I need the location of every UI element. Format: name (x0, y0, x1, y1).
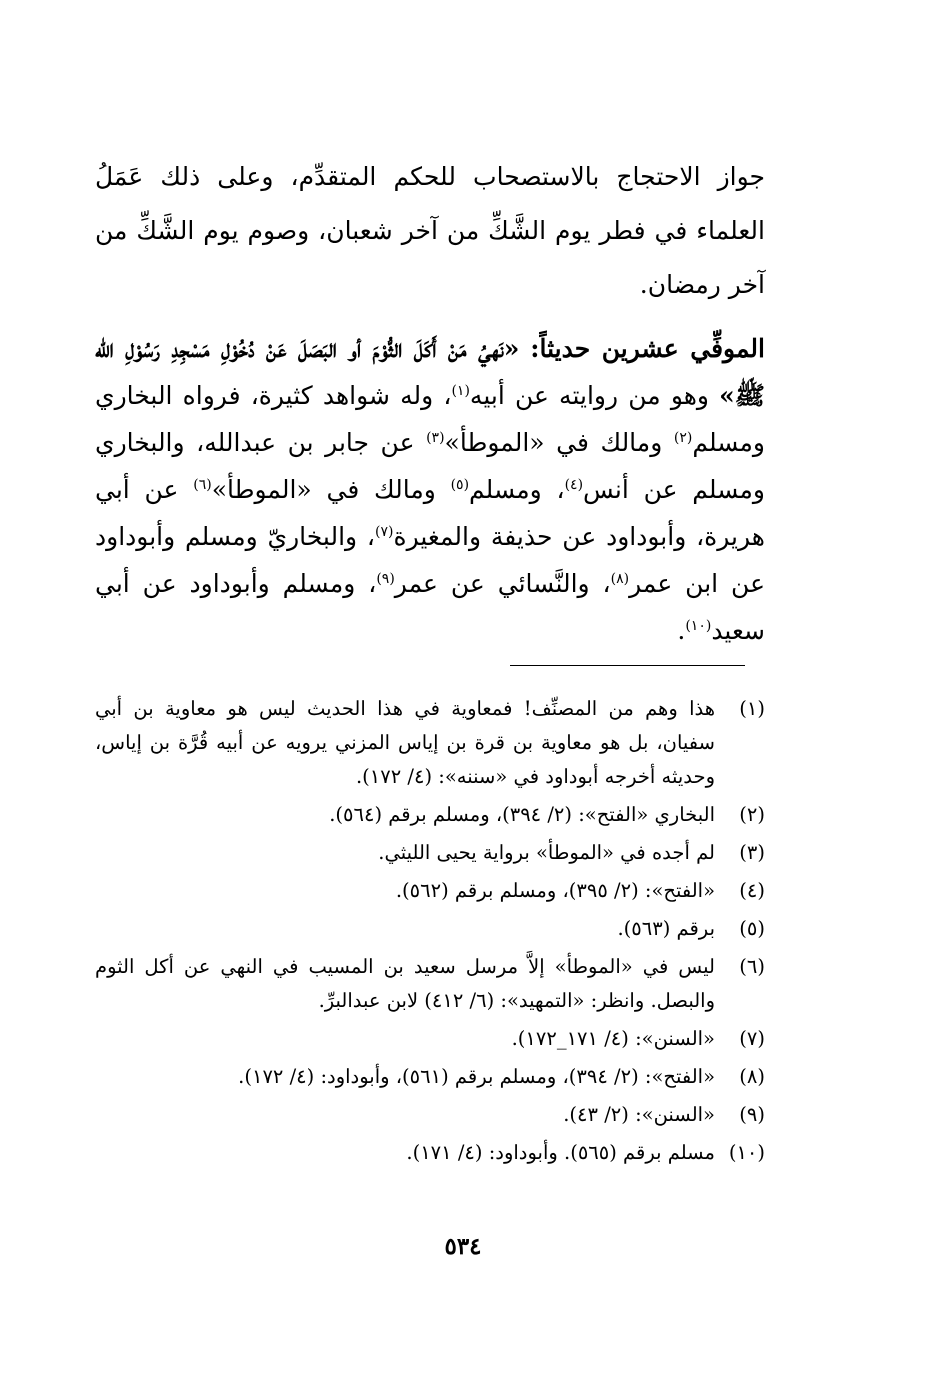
page-number: ٥٣٤ (444, 1233, 482, 1260)
footnote-text: لم أجده في «الموطأ» برواية يحيى الليثي. (378, 841, 715, 864)
footnote-number: (٢) (739, 803, 765, 826)
footnote-ref-1[interactable]: (١) (451, 383, 470, 399)
footnote-number: (٩) (739, 1103, 765, 1126)
hadith-count-heading: الموفِّي عشرين حديثاً: (530, 334, 765, 363)
body-paragraph-2 (95, 325, 765, 654)
footnote-ref-10[interactable]: (١٠) (685, 618, 712, 634)
footnote-text: البخاري «الفتح»: (٢/ ٣٩٤)، ومسلم برقم (٥٦٤). (329, 803, 715, 826)
footnote-item (95, 836, 765, 870)
footnotes-list (95, 692, 765, 1174)
footnote-item (95, 1136, 765, 1170)
paragraph-text: عن أبي هريرة، وأبوداود عن حذيفة والمغيرة (95, 475, 765, 551)
footnote-item (95, 912, 765, 946)
footnote-item (95, 874, 765, 908)
footnote-text: «السنن»: (٢/ ٤٣). (563, 1103, 715, 1126)
footnote-ref-5[interactable]: (٥) (450, 477, 470, 493)
footnote-item (95, 798, 765, 832)
footnote-text: مسلم برقم (٥٦٥). وأبوداود: (٤/ ١٧١). (406, 1141, 715, 1164)
paragraph-text: ومالك في «الموطأ» (444, 428, 663, 457)
footnote-ref-6[interactable]: (٦) (193, 477, 212, 493)
paragraph-text: ، ومسلم (469, 475, 565, 504)
footnote-text: «الفتح»: (٢/ ٣٩٥)، ومسلم برقم (٥٦٢). (395, 879, 715, 902)
footnote-number: (٨) (739, 1065, 765, 1088)
footnote-text: برقم (٥٦٣). (617, 917, 715, 940)
footnote-number: (٣) (739, 841, 765, 864)
footnote-item (95, 692, 765, 794)
footnote-number: (١) (739, 697, 765, 720)
paragraph-text: ، والبخاريّ ومسلم وأبوداود عن ابن عمر (95, 522, 765, 598)
footnote-number: (٦) (739, 955, 765, 978)
footnote-item (95, 1060, 765, 1094)
footnote-ref-7[interactable]: (٧) (375, 524, 394, 540)
footnote-ref-3[interactable]: (٣) (426, 430, 445, 446)
paragraph-text: ، ومسلم وأبوداود عن أبي سعيد (95, 569, 765, 645)
footnote-number: (١٠) (728, 1141, 765, 1164)
body-paragraph-1 (95, 150, 765, 312)
footnote-number: (٥) (739, 917, 765, 940)
paragraph-text: جواز الاحتجاج بالاستصحاب للحكم المتقدِّم، وعلى ذلك عَمَلُ العلماء في فطر يوم الشَّكِّ من آخر شعبان، وصوم يوم الشَّكِّ من آخر رمضان. (95, 162, 765, 299)
paragraph-text: وهو من روايته عن أبيه (469, 381, 709, 410)
footnote-text: «السنن»: (٤/ ١٧١_١٧٢). (511, 1027, 715, 1050)
footnote-ref-9[interactable]: (٩) (376, 571, 395, 587)
footnote-text: ليس في «الموطأ» إلاَّ مرسل سعيد بن المسيب في النهي عن أكل الثوم والبصل. وانظر: «التمهيد»: (٦/ ٤١٢) لابن عبدالبرِّ. (95, 955, 715, 1012)
paragraph-text: عن جابر بن عبدالله، والبخاري ومسلم عن أنس (95, 428, 765, 504)
footnote-item (95, 950, 765, 1018)
footnote-number: (٤) (739, 879, 765, 902)
footnote-number: (٧) (739, 1027, 765, 1050)
paragraph-text: ومالك في «الموطأ» (211, 475, 436, 504)
footnote-item (95, 1022, 765, 1056)
footnote-ref-2[interactable]: (٢) (673, 430, 693, 446)
footnote-text: هذا وهم من المصنِّف! فمعاوية في هذا الحديث ليس هو معاوية بن أبي سفيان، بل هو معاوية بن قرة بن إياس المزني يرويه عن أبيه قُرَّة بن إياس، وحديثه أخرجه أبوداود في «سننه»: (٤/ ١٧٢). (95, 697, 715, 788)
hadith-text: «نَهيُ مَنْ أَكَلَ الثُّوْمَ أو البَصَلَ عَنْ دُخُوْلِ مَسْجِدِ رَسُوْلِ الله ﷺ» (95, 334, 765, 410)
paragraph-text: ، والنَّسائي عن عمر (394, 569, 611, 598)
paragraph-text: ، وله شواهد كثيرة، فرواه البخاري ومسلم (95, 381, 766, 457)
footnote-separator (510, 665, 745, 666)
footnote-ref-8[interactable]: (٨) (610, 571, 630, 587)
footnote-text: «الفتح»: (٢/ ٣٩٤)، ومسلم برقم (٥٦١)، وأبوداود: (٤/ ١٧٢). (238, 1065, 715, 1088)
footnote-ref-4[interactable]: (٤) (564, 477, 584, 493)
footnote-item (95, 1098, 765, 1132)
paragraph-text: . (677, 616, 686, 645)
